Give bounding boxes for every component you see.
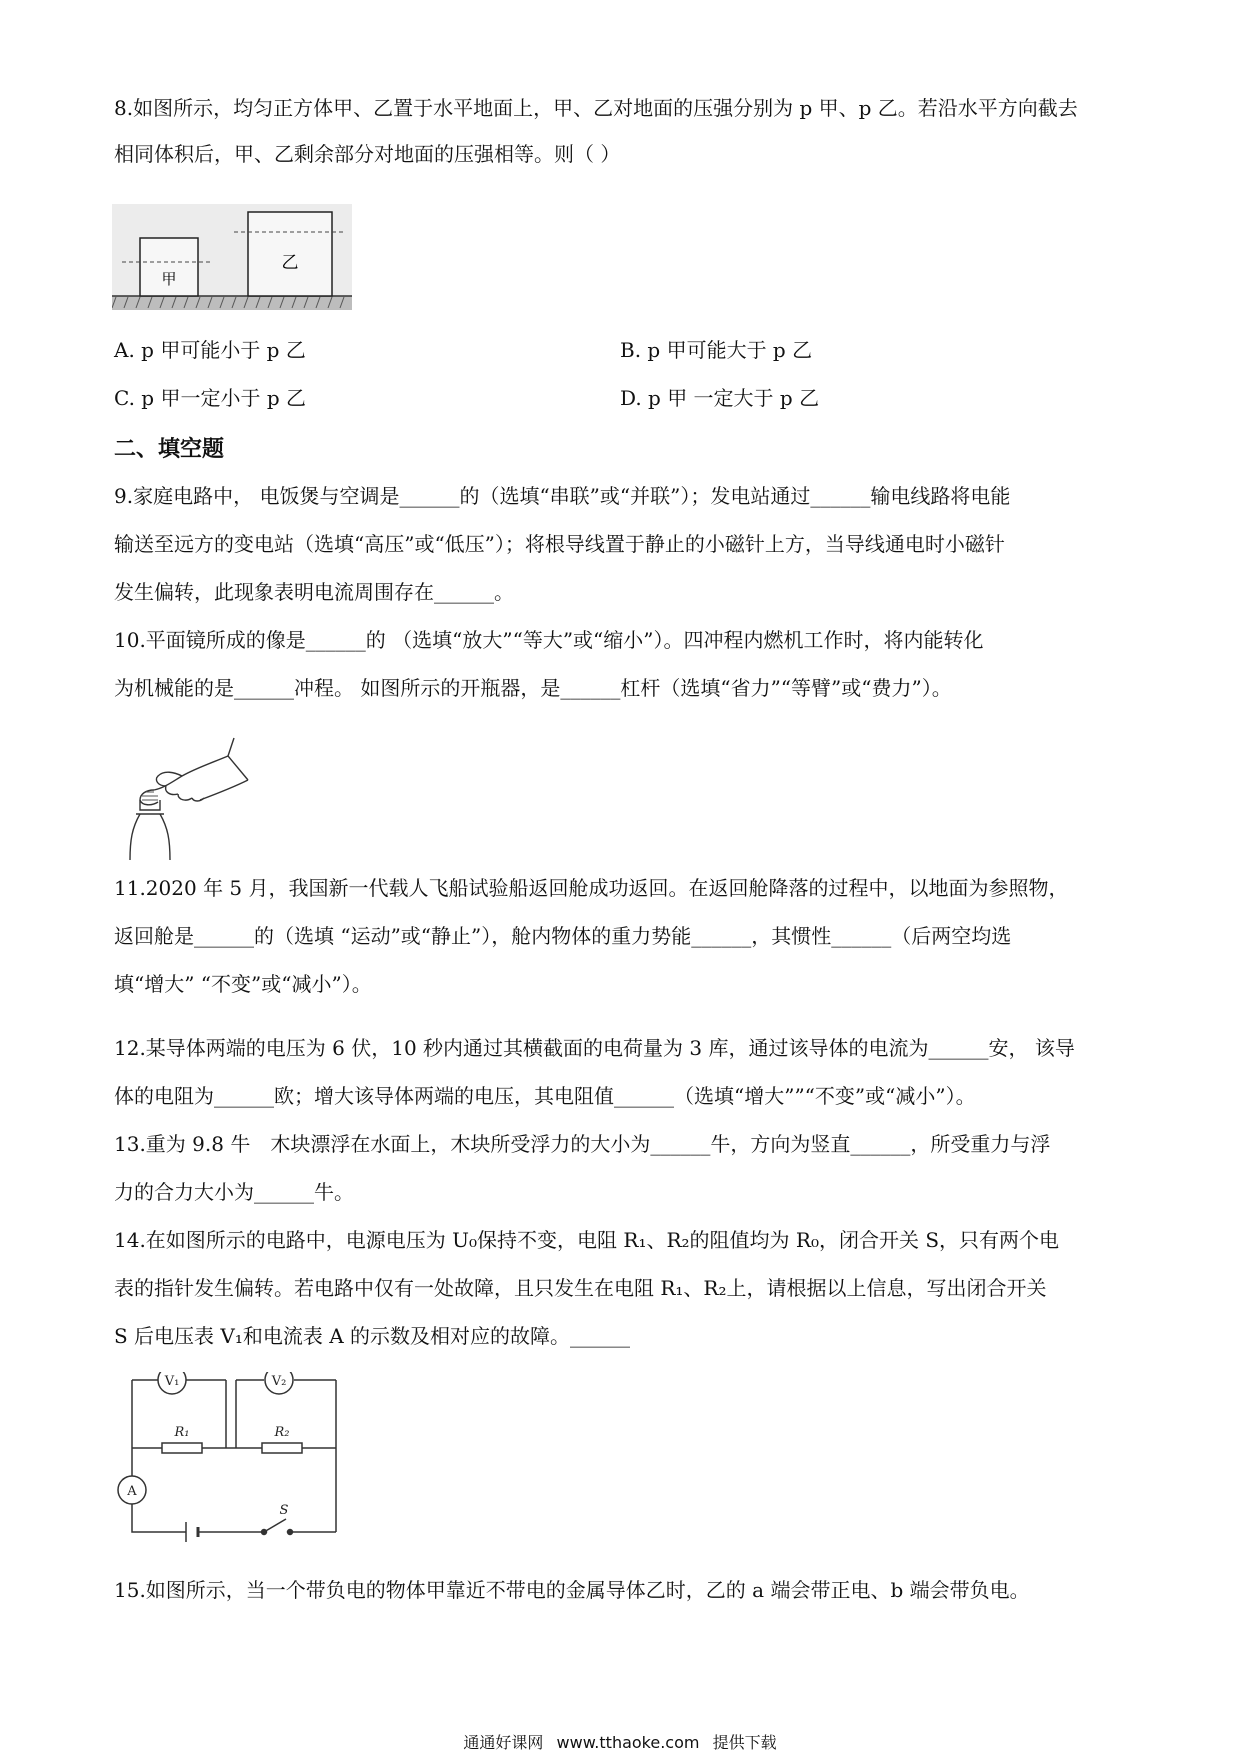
q8-figure-cubes xyxy=(112,204,352,310)
q11-line3: 填“增大” “不变”或“减小”）。 xyxy=(114,972,372,996)
label-v1: V₁ xyxy=(164,1374,180,1389)
label-r2: R₂ xyxy=(274,1425,290,1440)
q8-line1: 8.如图所示，均匀正方体甲、乙置于水平地面上，甲、乙对地面的压强分别为 p 甲、p 乙。若沿水平方向截去 xyxy=(114,96,1078,120)
q13-line2: 力的合力大小为______牛。 xyxy=(114,1180,354,1204)
option-c: C. p 甲一定小于 p 乙 xyxy=(114,386,306,410)
footer-url[interactable]: www.tthaoke.com xyxy=(556,1733,700,1752)
q9-line2: 输送至远方的变电站（选填“高压”或“低压”）；将根导线置于静止的小磁针上方，当导线通电时小磁针 xyxy=(114,532,1005,556)
label-r1: R₁ xyxy=(174,1425,190,1440)
q12-line1: 12.某导体两端的电压为 6 伏，10 秒内通过其横截面的电荷量为 3 库，通过该导体的电流为______安， 该导 xyxy=(114,1036,1075,1060)
q9-line1: 9.家庭电路中， 电饭煲与空调是______的（选填“串联”或“并联”）；发电站通过______输电线路将电能 xyxy=(114,484,1011,508)
page-footer xyxy=(0,1730,1240,1753)
q12-line2: 体的电阻为______欧；增大该导体两端的电压，其电阻值______（选填“增大””“不变”或“减小”）。 xyxy=(114,1084,976,1108)
label-jia: 甲 xyxy=(161,270,177,288)
option-a: A. p 甲可能小于 p 乙 xyxy=(114,338,306,362)
footer-site-name: 通通好课网 xyxy=(463,1733,544,1752)
q10-figure-bottle-opener xyxy=(124,736,250,862)
label-v2: V₂ xyxy=(271,1374,287,1389)
q8-line2: 相同体积后，甲、乙剩余部分对地面的压强相等。则（ ） xyxy=(114,142,621,166)
q14-line3: S 后电压表 V₁和电流表 A 的示数及相对应的故障。______ xyxy=(114,1324,631,1348)
section-title-fill-in: 二、填空题 xyxy=(114,437,225,462)
option-b: B. p 甲可能大于 p 乙 xyxy=(620,338,813,362)
q11-line1: 11.2020 年 5 月，我国新一代载人飞船试验船返回舱成功返回。在返回舱降落的过程中，以地面为参照物， xyxy=(114,876,1069,900)
q10-line1: 10.平面镜所成的像是______的 （选填“放大”“等大”或“缩小”）。四冲程内燃机工作时，将内能转化 xyxy=(114,628,984,652)
q14-figure-circuit xyxy=(114,1372,350,1544)
footer-note: 提供下载 xyxy=(712,1733,777,1752)
q14-line2: 表的指针发生偏转。若电路中仅有一处故障，且只发生在电阻 R₁、R₂上，请根据以上信息，写出闭合开关 xyxy=(114,1276,1047,1300)
label-s: S xyxy=(279,1503,289,1518)
option-d: D. p 甲 一定大于 p 乙 xyxy=(620,386,820,410)
switch-s xyxy=(264,1519,286,1532)
label-a: A xyxy=(127,1484,137,1499)
q10-line2: 为机械能的是______冲程。 如图所示的开瓶器，是______杠杆（选填“省力”“等臂”或“费力”）。 xyxy=(114,676,952,700)
q13-line1: 13.重为 9.8 牛 木块漂浮在水面上，木块所受浮力的大小为______牛，方向为竖直______，所受重力与浮 xyxy=(114,1132,1051,1156)
q11-line2: 返回舱是______的（选填 “运动”或“静止”），舱内物体的重力势能______，其惯性______（后两空均选 xyxy=(114,924,1012,948)
q15-line1: 15.如图所示，当一个带负电的物体甲靠近不带电的金属导体乙时，乙的 a 端会带正电、b 端会带负电。 xyxy=(114,1578,1030,1602)
q14-line1: 14.在如图所示的电路中，电源电压为 U₀保持不变，电阻 R₁、R₂的阻值均为 R₀，闭合开关 S，只有两个电 xyxy=(114,1228,1060,1252)
label-yi: 乙 xyxy=(281,253,299,273)
q9-line3: 发生偏转，此现象表明电流周围存在______。 xyxy=(114,580,514,604)
